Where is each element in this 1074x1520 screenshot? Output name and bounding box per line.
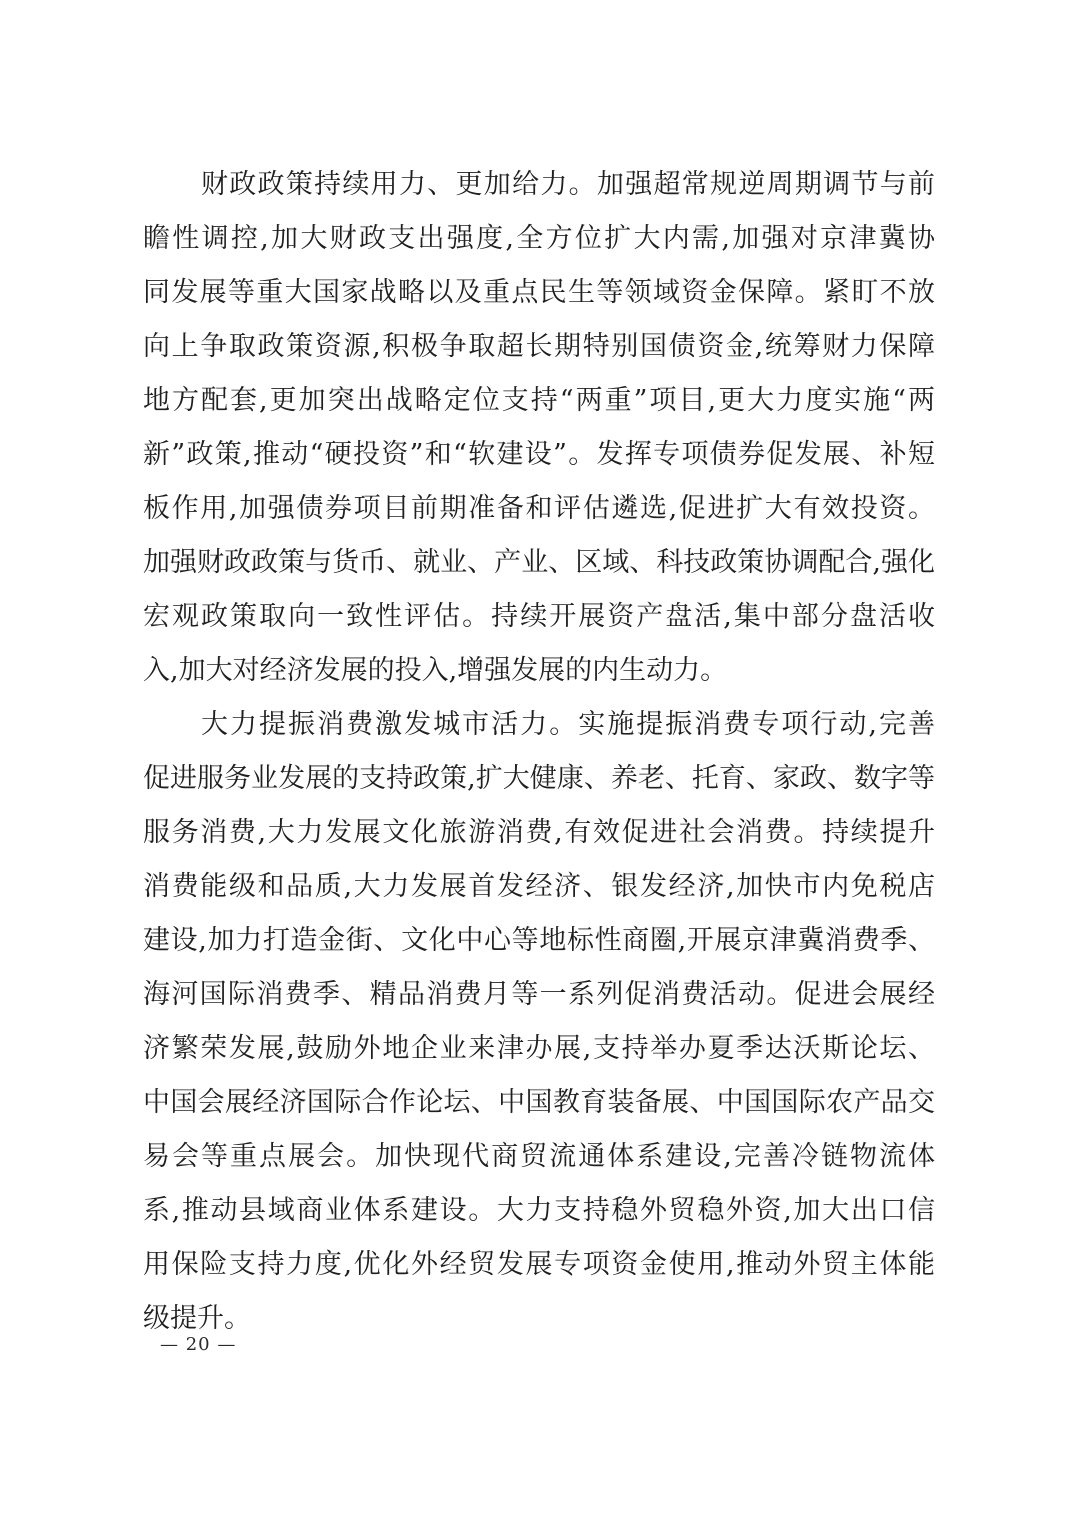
paragraph-line: 加强财政政策与货币、就业、产业、区域、科技政策协调配合,强化 [143, 547, 935, 578]
paragraph-line: 板作用,加强债券项目前期准备和评估遴选,促进扩大有效投资。 [143, 493, 935, 524]
paragraph-line: 系,推动县域商业体系建设。大力支持稳外贸稳外资,加大出口信 [143, 1195, 935, 1226]
paragraph-line: 财政政策持续用力、更加给力。加强超常规逆周期调节与前 [201, 169, 935, 200]
paragraph-line: 同发展等重大国家战略以及重点民生等领域资金保障。紧盯不放 [143, 277, 935, 308]
paragraph-line: 瞻性调控,加大财政支出强度,全方位扩大内需,加强对京津冀协 [143, 223, 935, 254]
paragraph-line: 建设,加力打造金街、文化中心等地标性商圈,开展京津冀消费季、 [143, 925, 935, 956]
paragraph-line: 促进服务业发展的支持政策,扩大健康、养老、托育、家政、数字等 [143, 763, 935, 794]
paragraph-line: 地方配套,更加突出战略定位支持“两重”项目,更大力度实施“两 [143, 385, 935, 416]
paragraph-line: 入,加大对经济发展的投入,增强发展的内生动力。 [143, 655, 728, 686]
body-text [143, 158, 935, 1346]
page-number: — 20 — [160, 1334, 237, 1355]
paragraph-line: 易会等重点展会。加快现代商贸流通体系建设,完善冷链物流体 [143, 1141, 935, 1172]
paragraph-line: 中国会展经济国际合作论坛、中国教育装备展、中国国际农产品交 [143, 1087, 935, 1118]
paragraph-line: 服务消费,大力发展文化旅游消费,有效促进社会消费。持续提升 [143, 817, 935, 848]
paragraph-line: 新”政策,推动“硬投资”和“软建设”。发挥专项债券促发展、补短 [143, 439, 935, 470]
paragraph-line: 级提升。 [143, 1303, 251, 1334]
paragraph-line: 济繁荣发展,鼓励外地企业来津办展,支持举办夏季达沃斯论坛、 [143, 1033, 935, 1064]
paragraph-line: 消费能级和品质,大力发展首发经济、银发经济,加快市内免税店 [143, 871, 935, 902]
paragraph-line: 宏观政策取向一致性评估。持续开展资产盘活,集中部分盘活收 [143, 601, 935, 632]
paragraph-consumption [143, 698, 935, 1346]
paragraph-fiscal-policy [143, 158, 935, 698]
paragraph-line: 大力提振消费激发城市活力。实施提振消费专项行动,完善 [201, 709, 935, 740]
paragraph-line: 用保险支持力度,优化外经贸发展专项资金使用,推动外贸主体能 [143, 1249, 935, 1280]
paragraph-line: 向上争取政策资源,积极争取超长期特别国债资金,统筹财力保障 [143, 331, 935, 362]
paragraph-line: 海河国际消费季、精品消费月等一系列促消费活动。促进会展经 [143, 979, 935, 1010]
